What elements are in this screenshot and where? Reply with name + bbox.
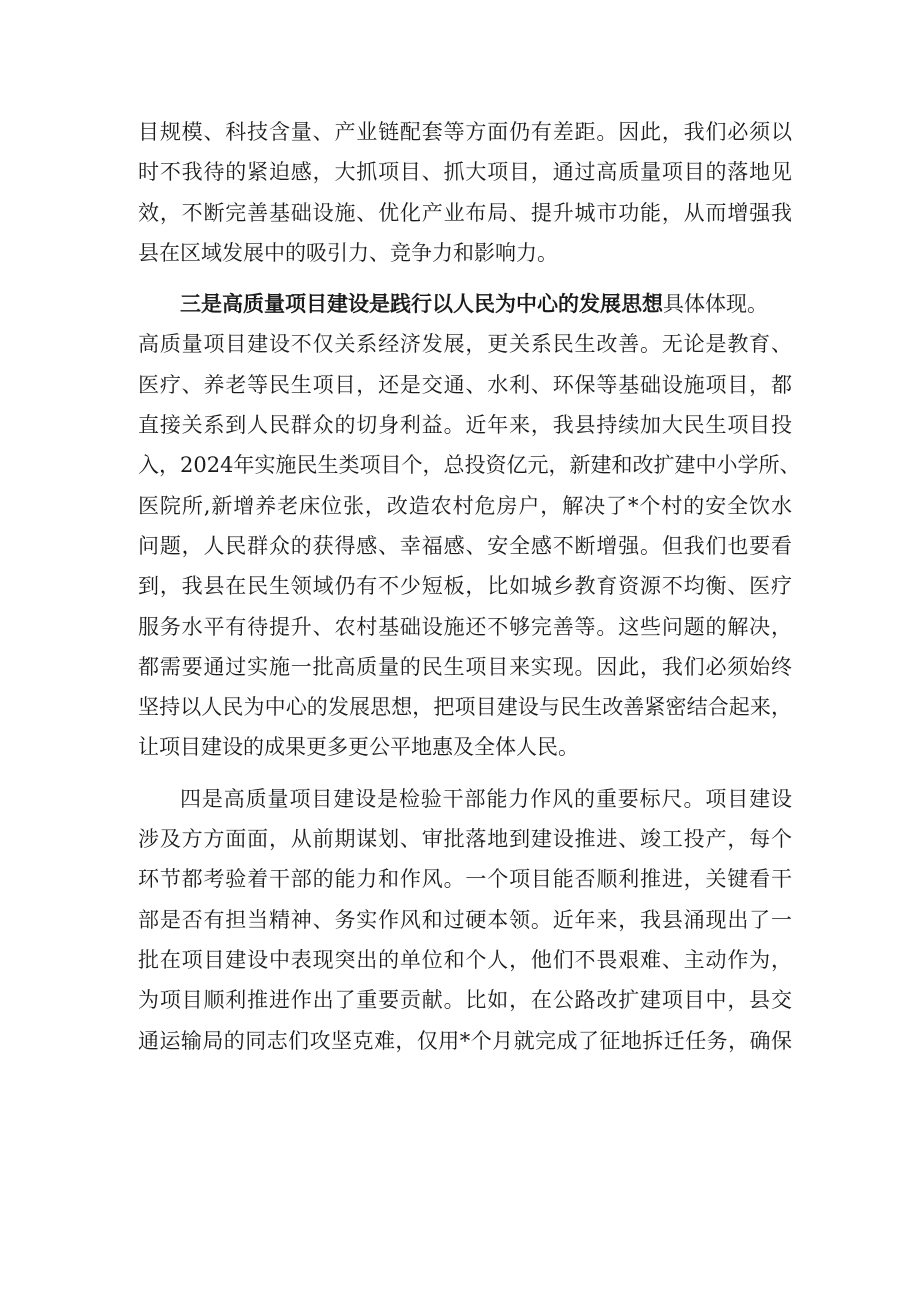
text-line: 让项目建设的成果更多更公平地惠及全体人民。 <box>138 735 579 760</box>
text-line: 批在项目建设中表现突出的单位和个人，他们不畏艰难、主动作为， <box>138 947 792 972</box>
text-line: 都需要通过实施一批高质量的民生项目来实现。因此，我们必须始终 <box>138 654 792 679</box>
paragraph-3 <box>138 779 792 1061</box>
text-line: 涉及方方面面，从前期谋划、审批落地到建设推进、竣工投产，每个 <box>138 827 792 852</box>
text-line: 部是否有担当精神、务实作风和过硬本领。近年来，我县涌现出了一 <box>138 907 792 932</box>
paragraph-heading-line <box>138 284 792 324</box>
text-line: 医疗、养老等民生项目，还是交通、水利、环保等基础设施项目，都 <box>138 372 792 397</box>
text-line: 县在区域发展中的吸引力、竞争力和影响力。 <box>138 240 558 265</box>
paragraph-gap <box>138 768 792 779</box>
text-line: 服务水平有待提升、农村基础设施还不够完善等。这些问题的解决， <box>138 614 792 639</box>
text-line: 高质量项目建设不仅关系经济发展，更关系民生改善。无论是教育、 <box>138 332 792 357</box>
document-body <box>138 112 801 1061</box>
text-line: 到，我县在民生领域仍有不少短板，比如城乡教育资源不均衡、医疗 <box>138 574 792 599</box>
text-line: 直接关系到人民群众的切身利益。近年来，我县持续加大民生项目投 <box>138 413 792 438</box>
text-line: 四是高质量项目建设是检验干部能力作风的重要标尺。项目建设 <box>180 786 792 811</box>
text-line: 效，不断完善基础设施、优化产业布局、提升城市功能，从而增强我 <box>138 200 792 225</box>
paragraph-2 <box>138 284 801 768</box>
text-line: 时不我待的紧迫感，大抓项目、抓大项目，通过高质量项目的落地见 <box>138 160 792 185</box>
text-line: 通运输局的同志们攻坚克难，仅用*个月就完成了征地拆迁任务，确保 <box>138 1028 792 1053</box>
text-line: 坚持以人民为中心的发展思想，把项目建设与民生改善紧密结合起来， <box>138 695 792 720</box>
paragraph-1 <box>138 112 792 273</box>
text-line: 为项目顺利推进作出了重要贡献。比如，在公路改扩建项目中，县交 <box>138 988 792 1013</box>
paragraph-heading-tail: 具体体现。 <box>663 292 768 317</box>
paragraph-heading: 三是高质量项目建设是践行以人民为中心的发展思想 <box>180 291 663 317</box>
text-line: 问题，人民群众的获得感、幸福感、安全感不断增强。但我们也要看 <box>138 533 792 558</box>
text-line: 入，2024年实施民生类项目个，总投资亿元，新建和改扩建中小学所、 <box>138 453 801 478</box>
text-line: 目规模、科技含量、产业链配套等方面仍有差距。因此，我们必须以 <box>138 120 792 144</box>
text-line: 环节都考验着干部的能力和作风。一个项目能否顺利推进，关键看干 <box>138 867 792 892</box>
paragraph-gap <box>138 273 792 284</box>
text-line: 医院所,新增养老床位张，改造农村危房户，解决了*个村的安全饮水 <box>138 493 792 518</box>
